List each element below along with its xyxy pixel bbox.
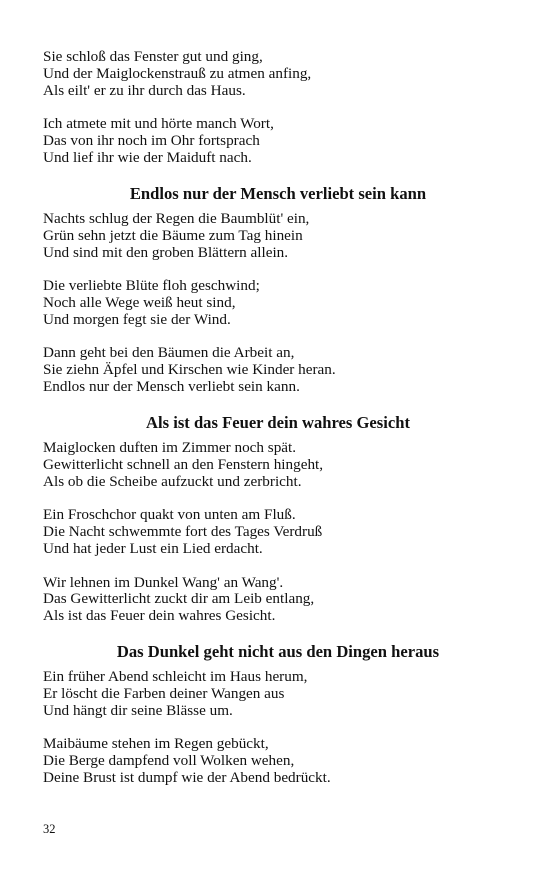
- poem-title: Das Dunkel geht nicht aus den Dingen heraus: [116, 642, 440, 662]
- stanza: [43, 736, 513, 787]
- verse-line: Als eilt' er zu ihr durch das Haus.: [43, 81, 246, 99]
- stanza: [43, 116, 513, 167]
- verse-line: Dann geht bei den Bäumen die Arbeit an,: [43, 344, 295, 362]
- verse-line: Gewitterlicht schnell an den Fenstern hingeht,: [43, 456, 324, 473]
- stanza: [43, 211, 513, 262]
- verse-line: Grün sehn jetzt die Bäume zum Tag hinein: [43, 226, 303, 244]
- page-content: [43, 49, 513, 787]
- verse-line: Die Berge dampfend voll Wolken wehen,: [43, 752, 295, 770]
- poem: [43, 642, 513, 787]
- verse-line: Maiglocken duften im Zimmer noch spät.: [43, 439, 297, 457]
- verse-line: Sie schloß das Fenster gut und ging,: [43, 48, 263, 65]
- poem: [43, 184, 513, 396]
- stanza: [43, 278, 513, 329]
- verse-line: Die verliebte Blüte floh geschwind;: [43, 277, 260, 295]
- poem: [43, 413, 513, 625]
- stanza: [43, 345, 513, 396]
- verse-line: Noch alle Wege weiß heut sind,: [43, 294, 236, 312]
- verse-line: Das von ihr noch im Ohr fortsprach: [43, 132, 260, 150]
- poem-title: Als ist das Feuer dein wahres Gesicht: [146, 413, 410, 433]
- verse-line: Nachts schlug der Regen die Baumblüt' ein,: [43, 209, 310, 227]
- verse-line: Das Gewitterlicht zuckt dir am Leib entlang,: [43, 590, 315, 608]
- verse-line: Und sind mit den groben Blättern allein.: [43, 243, 289, 261]
- verse-line: Ein Froschchor quakt von unten am Fluß.: [43, 506, 296, 524]
- poem-title: Endlos nur der Mensch verliebt sein kann: [129, 183, 427, 203]
- stanza: [43, 507, 513, 558]
- stanza: [43, 575, 513, 626]
- stanza: [43, 49, 513, 100]
- verse-line: Endlos nur der Mensch verliebt sein kann.: [43, 378, 300, 396]
- opening-fragment: [43, 49, 513, 167]
- stanza: [43, 669, 513, 720]
- verse-line: Maibäume stehen im Regen gebückt,: [43, 735, 269, 753]
- verse-line: Und lief ihr wie der Maiduft nach.: [43, 149, 252, 167]
- verse-line: Die Nacht schwemmte fort des Tages Verdruß: [43, 523, 323, 541]
- verse-line: Als ob die Scheibe aufzuckt und zerbricht.: [43, 472, 302, 490]
- verse-line: Ein früher Abend schleicht im Haus herum,: [43, 668, 308, 686]
- stanza: [43, 440, 513, 491]
- verse-line: Ich atmete mit und hörte manch Wort,: [43, 115, 274, 133]
- verse-line: Wir lehnen im Dunkel Wang' an Wang'.: [43, 573, 284, 591]
- verse-line: Er löscht die Farben deiner Wangen aus: [43, 685, 285, 703]
- verse-line: Deine Brust ist dumpf wie der Abend bedrückt.: [43, 769, 331, 787]
- verse-line: Und hängt dir seine Blässe um.: [43, 702, 233, 720]
- verse-line: Und hat jeder Lust ein Lied erdacht.: [43, 540, 263, 558]
- verse-line: Und der Maiglockenstrauß zu atmen anfing,: [43, 64, 312, 82]
- verse-line: Als ist das Feuer dein wahres Gesicht.: [43, 607, 276, 625]
- verse-line: Sie ziehn Äpfel und Kirschen wie Kinder heran.: [43, 361, 336, 379]
- page-number: 32: [43, 822, 56, 836]
- verse-line: Und morgen fegt sie der Wind.: [43, 310, 231, 328]
